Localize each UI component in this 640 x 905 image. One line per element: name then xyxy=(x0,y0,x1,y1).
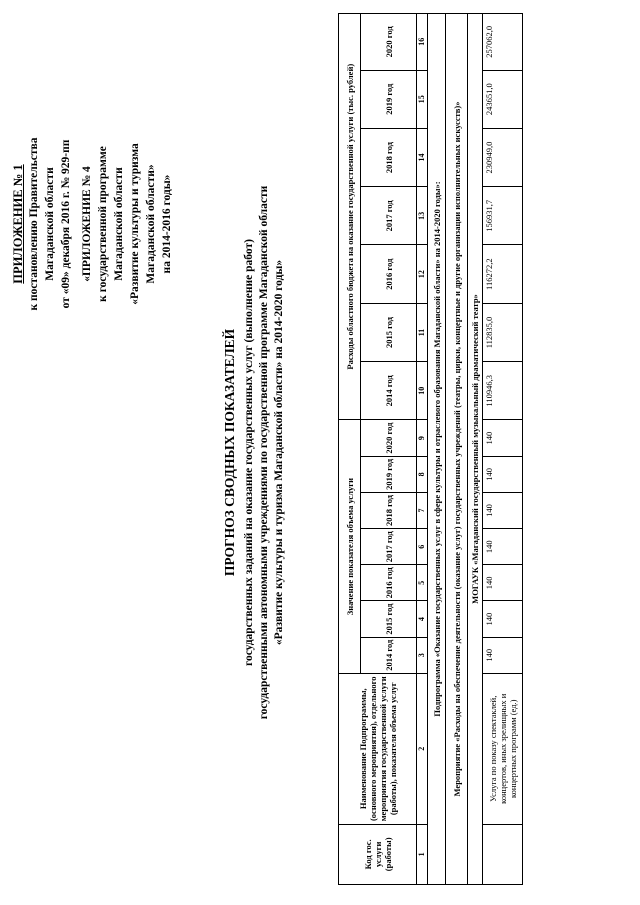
header-expense-year: 2016 год xyxy=(361,245,417,303)
column-number: 12 xyxy=(417,245,428,303)
row-service-name: Услуга по показу спектаклей, концертов, иных зрелищных и концертных программ (ед.) xyxy=(483,673,523,824)
document-title-block xyxy=(222,30,287,875)
appendix-program-region: Магаданской области xyxy=(113,167,125,281)
header-volume-group: Значение показателя объема услуги xyxy=(339,420,361,673)
header-volume-year: 2019 год xyxy=(361,456,417,492)
row-volume-value: 140 xyxy=(483,420,523,456)
column-number: 10 xyxy=(417,362,428,420)
document-subtitle-line-1: государственных заданий на оказание государственных услуг (выполнение работ) xyxy=(243,239,255,666)
column-number: 15 xyxy=(417,70,428,128)
row-volume-value: 140 xyxy=(483,637,523,673)
row-expense-value: 243651,0 xyxy=(483,70,523,128)
column-number: 16 xyxy=(417,14,428,71)
column-number: 11 xyxy=(417,303,428,361)
document-subtitle-line-2: государственными автономными учреждениями по государственной программе Магаданской области xyxy=(258,185,270,720)
column-number: 4 xyxy=(417,601,428,637)
header-expense-year: 2015 год xyxy=(361,303,417,361)
column-number: 14 xyxy=(417,128,428,186)
row-volume-value: 140 xyxy=(483,456,523,492)
column-number: 5 xyxy=(417,565,428,601)
measure-row: Мероприятие «Расходы на обеспечение деятельности (оказание услуг) государственных учреждений (театры, цирки, концертные и другие организации исполнительных искусств)» xyxy=(446,14,468,885)
header-expense-year: 2020 год xyxy=(361,14,417,71)
header-expense-year: 2019 год xyxy=(361,70,417,128)
table-row xyxy=(483,14,523,885)
header-volume-year: 2016 год xyxy=(361,565,417,601)
row-volume-value: 140 xyxy=(483,529,523,565)
document-title: ПРОГНОЗ СВОДНЫХ ПОКАЗАТЕЛЕЙ xyxy=(222,328,237,577)
appendix-number: ПРИЛОЖЕНИЕ № 1 xyxy=(11,164,25,284)
column-number: 13 xyxy=(417,187,428,245)
appendix-header xyxy=(10,44,175,404)
column-number: 3 xyxy=(417,637,428,673)
column-number: 9 xyxy=(417,420,428,456)
appendix-original-number: «ПРИЛОЖЕНИЕ № 4 xyxy=(81,166,93,282)
row-expense-value: 230949,0 xyxy=(483,128,523,186)
header-volume-year: 2015 год xyxy=(361,601,417,637)
column-number-row xyxy=(417,14,428,885)
appendix-program-name-2: Магаданской области» xyxy=(145,164,157,284)
row-expense-value: 116272,2 xyxy=(483,245,523,303)
column-number: 2 xyxy=(417,673,428,824)
row-expense-value: 257062,0 xyxy=(483,14,523,71)
header-expense-group: Расходы областного бюджета на оказание государственной услуги (тыс. рублей) xyxy=(339,14,361,420)
row-volume-value: 140 xyxy=(483,565,523,601)
row-expense-value: 112835,0 xyxy=(483,303,523,361)
header-volume-year: 2020 год xyxy=(361,420,417,456)
appendix-decree-line: к постановлению Правительства xyxy=(28,137,40,311)
column-number: 8 xyxy=(417,456,428,492)
header-expense-year: 2014 год xyxy=(361,362,417,420)
appendix-program-line: к государственной программе xyxy=(97,146,109,302)
row-volume-value: 140 xyxy=(483,492,523,528)
header-code: Код гос. услуги (работы) xyxy=(339,824,417,884)
column-number: 1 xyxy=(417,824,428,884)
header-volume-year: 2014 год xyxy=(361,637,417,673)
column-number: 7 xyxy=(417,492,428,528)
row-expense-value: 156931,7 xyxy=(483,187,523,245)
indicators-table xyxy=(338,13,523,885)
header-volume-year: 2017 год xyxy=(361,529,417,565)
subprogram-row: Подпрограмма «Оказание государственных услуг в сфере культуры и отраслевого образования Магаданской области» на 2014-2020 годы»: xyxy=(428,14,446,885)
column-number: 6 xyxy=(417,529,428,565)
row-code xyxy=(483,824,523,884)
appendix-region-line: Магаданской области xyxy=(44,167,56,281)
appendix-program-period: на 2014-2016 годы» xyxy=(161,174,173,274)
header-volume-year: 2018 год xyxy=(361,492,417,528)
document-subtitle-line-3: «Развитие культуры и туризма Магаданской области» на 2014-2020 годы» xyxy=(273,259,285,646)
appendix-program-name: «Развитие культуры и туризма xyxy=(129,143,141,305)
institution-row: МОГАУК «Магаданский государственный музыкальный драматический театр» xyxy=(468,14,483,885)
row-expense-value: 110946,3 xyxy=(483,362,523,420)
header-name: Наименование Подпрограммы, (основного мероприятия), отдельного мероприятия государственной услуги (работы), показателя объема услуг xyxy=(339,673,417,824)
row-volume-value: 140 xyxy=(483,601,523,637)
appendix-date-line: от «09» декабря 2016 г. № 929-пп xyxy=(60,139,72,309)
header-expense-year: 2018 год xyxy=(361,128,417,186)
header-expense-year: 2017 год xyxy=(361,187,417,245)
